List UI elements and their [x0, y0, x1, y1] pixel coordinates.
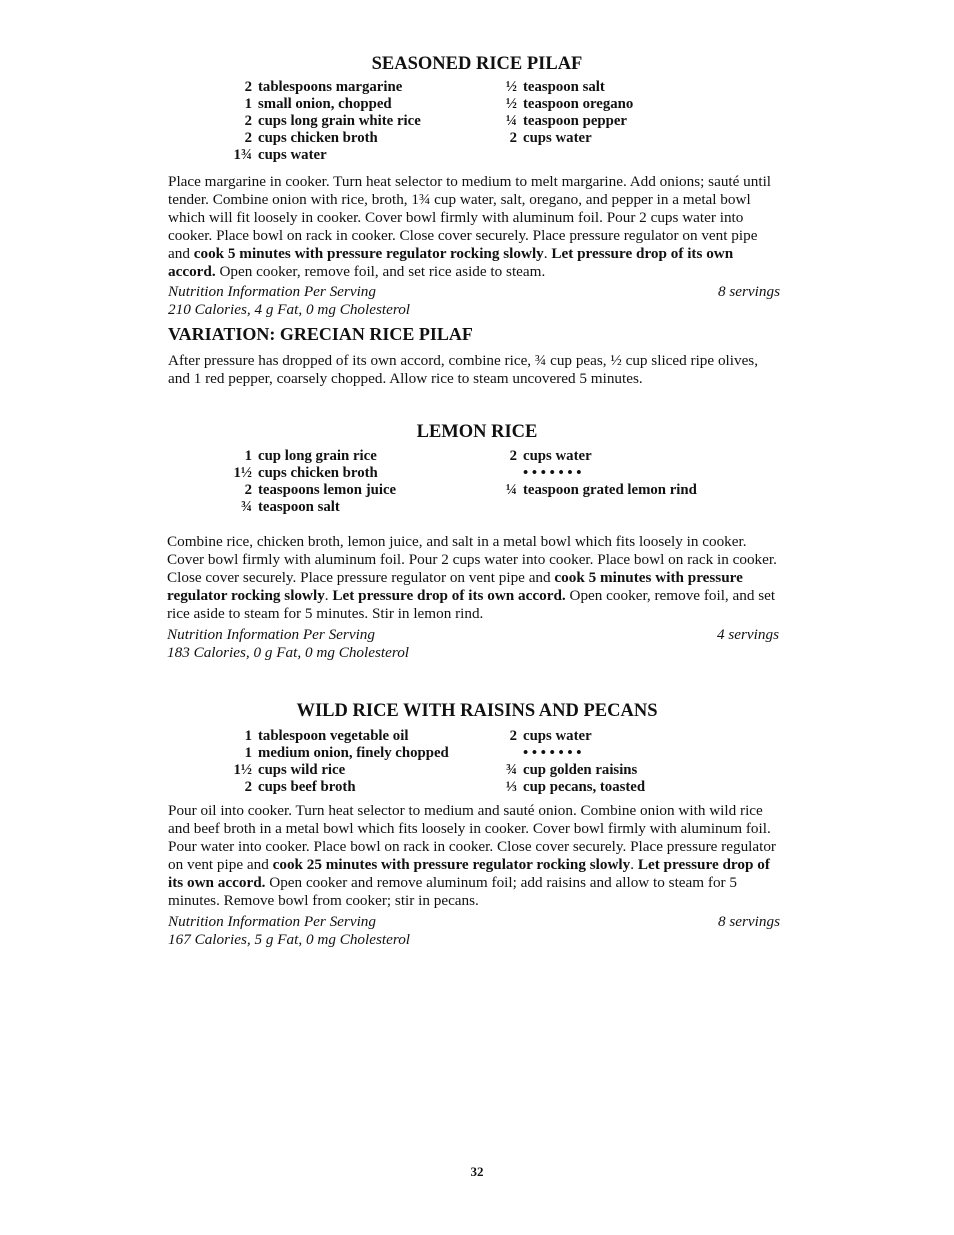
- ingredient-quantity: ¼: [505, 113, 517, 129]
- variation-text: After pressure has dropped of its own accord, combine rice, ¾ cup peas, ½ cup sliced ripe olives, and 1 red pepper, coarsely chopped. Allow rice to steam uncovered 5 minutes.: [168, 352, 759, 387]
- emphasized-instruction: cook 5 minutes with pressure regulator rocking slowly: [193, 245, 544, 262]
- ingredient-list-right: [494, 728, 645, 796]
- ingredient-row: [494, 779, 645, 796]
- ingredient-text: cups long grain white rice: [258, 113, 421, 129]
- instruction-text: Open cooker and remove aluminum foil; add raisins and allow to steam for 5 minutes. Remove bowl from cooker; stir in pecans.: [168, 874, 737, 909]
- ingredient-quantity: [494, 465, 517, 482]
- recipe-title: LEMON RICE: [416, 422, 538, 442]
- ingredient-text: teaspoon oregano: [523, 96, 634, 112]
- ingredient-text: teaspoon grated lemon rind: [523, 482, 697, 498]
- ingredient-quantity: ½: [505, 96, 517, 112]
- emphasized-instruction: Let pressure drop of its own accord.: [168, 856, 770, 891]
- ingredient-text: cups wild rice: [258, 762, 346, 778]
- ingredient-quantity: ¾: [505, 762, 517, 778]
- ingredient-quantity: 1: [244, 448, 252, 464]
- nutrition-label: Nutrition Information Per Serving: [167, 626, 375, 643]
- ingredient-list-left: [222, 728, 449, 796]
- ingredient-row: [494, 448, 697, 465]
- ingredient-quantity: ¼: [505, 482, 517, 498]
- ingredient-row: [494, 130, 633, 147]
- recipe-title: SEASONED RICE PILAF: [371, 54, 583, 74]
- ingredient-text: • • • • • • •: [523, 745, 582, 761]
- ingredient-quantity: 2: [244, 482, 252, 498]
- nutrition-values: 167 Calories, 5 g Fat, 0 mg Cholesterol: [168, 931, 411, 948]
- ingredient-quantity: 1½: [233, 465, 252, 481]
- ingredient-row: [222, 482, 396, 499]
- ingredient-text: teaspoons lemon juice: [258, 482, 397, 498]
- ingredient-quantity: 1: [244, 745, 252, 761]
- instruction-text: Combine rice, chicken broth, lemon juice, and salt in a metal bowl which fits loosely in cooker. Cover bowl firmly with aluminum foil. Pour 2 cups water into cooker. Place bowl on rack in cooker. Close cover securely. Place pressure regulator on vent pipe and: [167, 533, 777, 586]
- ingredient-quantity: ⅓: [505, 779, 517, 795]
- ingredient-row: [222, 147, 421, 164]
- ingredient-text: teaspoon salt: [258, 499, 340, 515]
- ingredient-text: • • • • • • •: [523, 465, 582, 481]
- recipe-directions: [168, 802, 782, 910]
- ingredient-list-right: [494, 448, 697, 499]
- ingredient-text: small onion, chopped: [258, 96, 392, 112]
- ingredient-quantity: 2: [244, 779, 252, 795]
- instruction-text: .: [630, 856, 638, 873]
- emphasized-instruction: cook 25 minutes with pressure regulator rocking slowly: [272, 856, 631, 873]
- ingredient-text: cups water: [523, 448, 592, 464]
- ingredient-quantity: 1: [244, 728, 252, 744]
- ingredient-list-right: [494, 79, 633, 147]
- ingredient-row: [222, 130, 421, 147]
- ingredient-text: cups chicken broth: [258, 130, 378, 146]
- ingredient-row: [494, 465, 697, 482]
- variation-title: VARIATION: GRECIAN RICE PILAF: [168, 324, 473, 344]
- nutrition-info: [168, 913, 780, 949]
- instruction-text: Pour oil into cooker. Turn heat selector to medium and sauté onion. Combine onion with wild rice and beef broth in a metal bowl which fits loosely in cooker. Cover bowl firmly with aluminum foil. Pour water into cooker. Place bowl on rack in cooker. Close cover securely. Place pressure regulator on vent pipe and: [168, 802, 776, 873]
- instruction-text: .: [324, 587, 333, 604]
- emphasized-instruction: Let pressure drop of its own accord.: [168, 245, 734, 280]
- ingredient-text: cup pecans, toasted: [523, 779, 646, 795]
- ingredient-row: [222, 96, 421, 113]
- ingredient-text: cups water: [523, 728, 592, 744]
- ingredient-row: [494, 79, 633, 96]
- instruction-text: Open cooker, remove foil, and set rice aside to steam.: [215, 263, 546, 280]
- ingredient-text: teaspoon salt: [523, 79, 605, 95]
- ingredient-text: cups water: [258, 147, 327, 163]
- ingredient-row: [222, 762, 449, 779]
- ingredient-quantity: 1¾: [233, 147, 252, 163]
- ingredient-row: [222, 113, 421, 130]
- ingredient-row: [494, 745, 645, 762]
- ingredient-quantity: 2: [509, 448, 517, 464]
- ingredient-text: cup golden raisins: [523, 762, 638, 778]
- ingredient-text: tablespoon vegetable oil: [258, 728, 409, 744]
- ingredient-row: [222, 499, 396, 516]
- ingredient-list-left: [222, 448, 396, 516]
- nutrition-label: Nutrition Information Per Serving: [168, 913, 376, 930]
- nutrition-info: [167, 626, 779, 662]
- ingredient-quantity: 2: [509, 728, 517, 744]
- ingredient-quantity: 1½: [233, 762, 252, 778]
- servings: 8 servings: [717, 283, 780, 300]
- ingredient-row: [222, 465, 396, 482]
- ingredient-quantity: 2: [244, 79, 252, 95]
- instruction-text: Place margarine in cooker. Turn heat selector to medium to melt margarine. Add onions; sauté until tender. Combine onion with rice, broth, 1¾ cup water, salt, oregano, and pepper in a metal bowl which will fit loosely in cooker. Cover bowl firmly with aluminum foil. Pour 2 cups water into cooker. Place bowl on rack in cooker. Close cover securely. Place pressure regulator on vent pipe and: [168, 173, 772, 262]
- ingredient-quantity: 2: [244, 130, 252, 146]
- ingredient-list-left: [222, 79, 421, 164]
- page-number: 32: [470, 1164, 484, 1179]
- ingredient-text: tablespoons margarine: [258, 79, 403, 95]
- nutrition-values: 183 Calories, 0 g Fat, 0 mg Cholesterol: [167, 644, 410, 661]
- servings: 8 servings: [717, 913, 780, 930]
- ingredient-row: [494, 113, 633, 130]
- ingredient-text: cups chicken broth: [258, 465, 378, 481]
- ingredient-text: medium onion, finely chopped: [258, 745, 449, 761]
- ingredient-text: cup long grain rice: [258, 448, 377, 464]
- ingredient-row: [222, 448, 396, 465]
- servings: 4 servings: [716, 626, 779, 643]
- ingredient-row: [494, 96, 633, 113]
- nutrition-label: Nutrition Information Per Serving: [168, 283, 376, 300]
- recipe-directions: [167, 533, 781, 623]
- ingredient-row: [494, 762, 645, 779]
- ingredient-quantity: ½: [505, 79, 517, 95]
- ingredient-row: [222, 779, 449, 796]
- ingredient-row: [222, 728, 449, 745]
- ingredient-quantity: ¾: [240, 499, 252, 515]
- ingredient-row: [222, 745, 449, 762]
- recipe-directions: [168, 173, 782, 281]
- instruction-text: Open cooker, remove foil, and set rice aside to steam for 5 minutes. Stir in lemon rind.: [167, 587, 776, 622]
- nutrition-values: 210 Calories, 4 g Fat, 0 mg Cholesterol: [168, 301, 411, 318]
- emphasized-instruction: cook 5 minutes with pressure regulator rocking slowly: [167, 569, 743, 604]
- nutrition-info: [168, 283, 780, 319]
- ingredient-row: [494, 482, 697, 499]
- instruction-text: .: [543, 245, 552, 262]
- ingredient-quantity: 2: [509, 130, 517, 146]
- ingredient-quantity: 2: [244, 113, 252, 129]
- ingredient-text: teaspoon pepper: [523, 113, 627, 129]
- ingredient-text: cups beef broth: [258, 779, 356, 795]
- ingredient-text: cups water: [523, 130, 592, 146]
- ingredient-quantity: [494, 745, 517, 762]
- ingredient-quantity: 1: [244, 96, 252, 112]
- emphasized-instruction: Let pressure drop of its own accord.: [332, 587, 566, 604]
- recipe-title: WILD RICE WITH RAISINS AND PECANS: [296, 701, 658, 721]
- ingredient-row: [494, 728, 645, 745]
- ingredient-row: [222, 79, 421, 96]
